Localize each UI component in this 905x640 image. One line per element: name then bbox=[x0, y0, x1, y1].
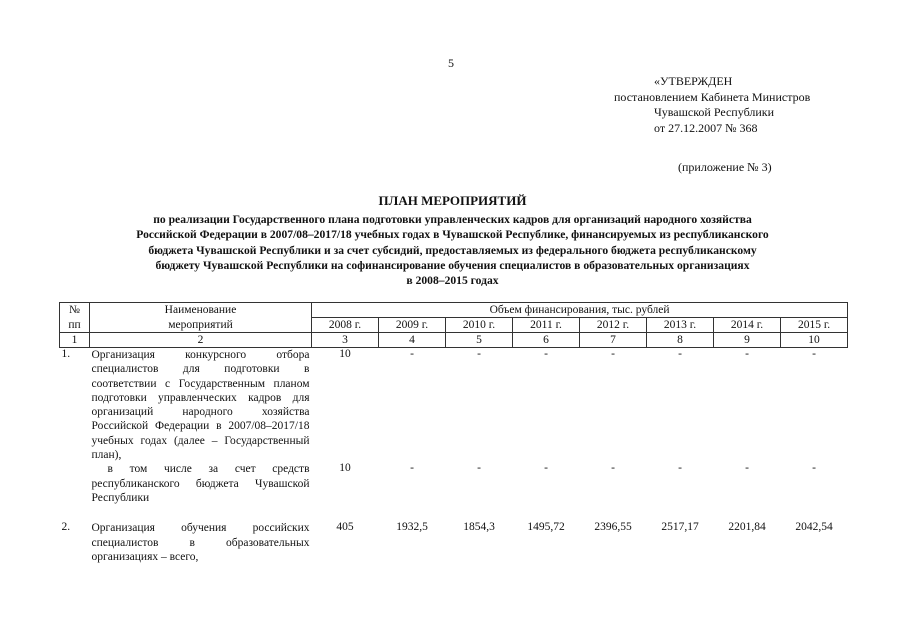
row-value: 2396,55 bbox=[594, 521, 632, 534]
header-year: 2015 г. bbox=[781, 318, 848, 333]
approval-line-1: «УТВЕРЖДЕН bbox=[654, 74, 733, 88]
table-row bbox=[60, 521, 848, 564]
subtitle-line-4: бюджету Чувашской Республики на софинансирование обучения специалистов в образовательных организациях bbox=[155, 258, 750, 272]
column-number: 2 bbox=[90, 333, 312, 348]
row-number: 2. bbox=[61, 521, 71, 534]
header-num-pp: пп bbox=[60, 318, 90, 333]
table-row bbox=[60, 348, 848, 463]
column-number: 4 bbox=[379, 333, 446, 348]
header-num: № bbox=[60, 303, 90, 318]
row-value: - bbox=[812, 348, 816, 360]
header-year: 2010 г. bbox=[446, 318, 513, 333]
row-number bbox=[60, 462, 90, 505]
header-year: 2014 г. bbox=[714, 318, 781, 333]
row-value: 1854,3 bbox=[463, 521, 495, 534]
row-name: в том числе за счет средств республиканского бюджета Чувашской Республики bbox=[91, 463, 310, 504]
table-row bbox=[60, 462, 848, 505]
row-value: - bbox=[477, 348, 481, 360]
row-value: 2517,17 bbox=[661, 521, 699, 534]
page-number: 5 bbox=[448, 56, 454, 70]
header-year: 2009 г. bbox=[379, 318, 446, 333]
column-number-row bbox=[60, 333, 848, 348]
approval-line-2: постановлением Кабинета Министров bbox=[614, 89, 811, 104]
subtitle-line-3: бюджета Чувашской Республики и за счет субсидий, предоставляемых из федерального бюджета республиканскому bbox=[148, 243, 757, 257]
row-value: - bbox=[611, 348, 615, 360]
column-number: 7 bbox=[580, 333, 647, 348]
document-subtitle bbox=[60, 212, 845, 288]
subtitle-line-1: по реализации Государственного плана подготовки управленческих кадров для организаций народного хозяйства bbox=[153, 213, 752, 226]
row-value: 10 bbox=[339, 462, 351, 475]
column-number: 10 bbox=[781, 333, 848, 348]
plan-table bbox=[59, 302, 848, 564]
row-value: 2201,84 bbox=[728, 521, 766, 534]
title-block bbox=[60, 193, 845, 288]
row-number: 1. bbox=[61, 348, 71, 360]
row-value: - bbox=[812, 462, 816, 475]
column-number: 6 bbox=[513, 333, 580, 348]
column-number: 9 bbox=[714, 333, 781, 348]
header-year: 2012 г. bbox=[580, 318, 647, 333]
row-value: - bbox=[477, 462, 481, 475]
row-value: 10 bbox=[339, 348, 351, 360]
row-value: 2042,54 bbox=[795, 521, 833, 534]
approval-line-4: от 27.12.2007 № 368 bbox=[654, 120, 758, 135]
column-number: 8 bbox=[647, 333, 714, 348]
approval-stamp bbox=[614, 74, 810, 136]
row-value: 1495,72 bbox=[527, 521, 565, 534]
row-value: - bbox=[544, 462, 548, 475]
header-financing: Объем финансирования, тыс. рублей bbox=[312, 303, 848, 318]
row-value: - bbox=[410, 348, 414, 360]
document-title: ПЛАН МЕРОПРИЯТИЙ bbox=[378, 193, 527, 208]
row-name: Организация обучения российских специалистов в образовательных организациях – всего, bbox=[91, 522, 310, 563]
row-value: - bbox=[678, 462, 682, 475]
row-value: - bbox=[544, 348, 548, 360]
spacer-row bbox=[60, 505, 848, 521]
column-number: 3 bbox=[312, 333, 379, 348]
row-value: - bbox=[611, 462, 615, 475]
column-number: 5 bbox=[446, 333, 513, 348]
header-year: 2008 г. bbox=[312, 318, 379, 333]
row-value: - bbox=[745, 348, 749, 360]
header-name: Наименование bbox=[90, 303, 312, 318]
subtitle-line-2: Российской Федерации в 2007/08–2017/18 учебных годах в Чувашской Республике, финансируемых из республиканского bbox=[136, 228, 769, 242]
row-value: - bbox=[678, 348, 682, 360]
subtitle-line-5: в 2008–2015 годах bbox=[406, 274, 499, 288]
row-value: - bbox=[745, 462, 749, 475]
approval-line-3: Чувашской Республики bbox=[654, 105, 775, 119]
row-value: 1932,5 bbox=[396, 521, 428, 534]
header-year: 2013 г. bbox=[647, 318, 714, 333]
row-name: Организация конкурсного отбора специалистов для подготовки в соответствии с Государственным планом подготовки управленческих кадров для организаций народного хозяйства Российской Федерации в 2007/08–2017/18 учебных годах (далее – Государственный план), bbox=[91, 349, 310, 462]
header-name-line2: мероприятий bbox=[90, 318, 312, 333]
row-value: 405 bbox=[336, 521, 354, 534]
row-value: - bbox=[410, 462, 414, 475]
appendix-note: (приложение № 3) bbox=[678, 160, 772, 174]
column-number: 1 bbox=[60, 333, 90, 348]
header-year: 2011 г. bbox=[513, 318, 580, 333]
